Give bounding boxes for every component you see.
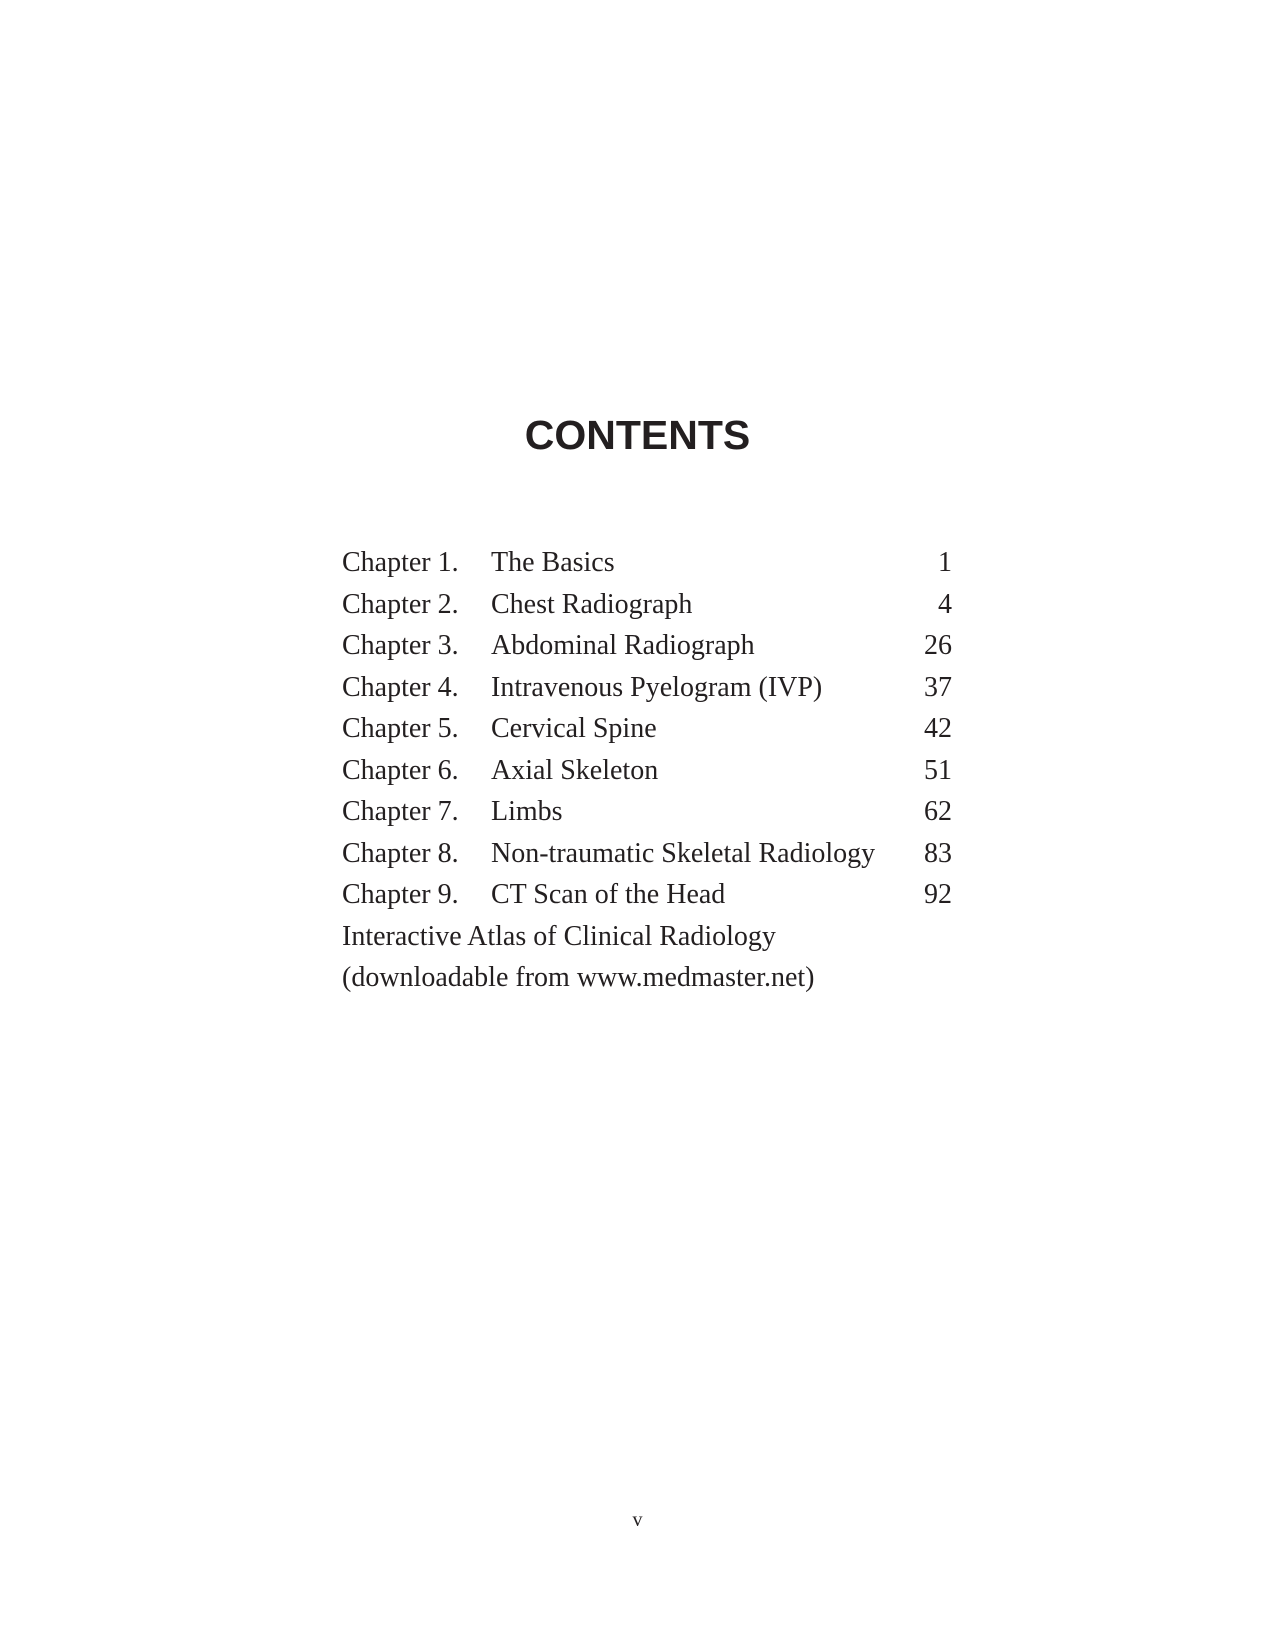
toc-page-number: 37 (924, 671, 952, 703)
toc-page-number: 83 (924, 837, 952, 869)
toc-chapter-label: Chapter 5. (342, 713, 459, 744)
toc-chapter-title: The Basics (491, 547, 615, 578)
toc-page-number: 4 (938, 588, 952, 620)
toc-chapter-title: CT Scan of the Head (491, 879, 726, 910)
toc-chapter-title: Abdominal Radiograph (491, 630, 755, 661)
toc-chapter-label: Chapter 2. (342, 588, 459, 620)
toc-entry-chapter-3 (342, 625, 952, 667)
toc-entry-chapter-5 (342, 708, 952, 750)
toc-entry-chapter-8 (342, 833, 952, 875)
toc-chapter-label: Chapter 1. (342, 547, 459, 578)
toc-page-number: 51 (924, 754, 952, 786)
page-title: CONTENTS (524, 412, 751, 458)
toc-page-number: 62 (924, 796, 952, 827)
toc-entry-chapter-6 (342, 750, 952, 792)
toc-page-number: 92 (924, 879, 952, 910)
toc-entry-chapter-7 (342, 791, 952, 833)
toc-chapter-title: Intravenous Pyelogram (IVP) (491, 671, 823, 703)
toc-page-number: 26 (924, 630, 952, 661)
toc-chapter-label: Chapter 8. (342, 837, 459, 869)
toc-chapter-label: Chapter 6. (342, 754, 459, 786)
toc-chapter-title: Cervical Spine (491, 713, 657, 744)
toc-page-number: 42 (924, 713, 952, 744)
table-of-contents (342, 542, 952, 999)
toc-chapter-label: Chapter 4. (342, 671, 459, 703)
toc-chapter-title: Chest Radiograph (491, 588, 693, 620)
toc-chapter-title: Axial Skeleton (491, 754, 659, 786)
toc-chapter-label: Chapter 9. (342, 879, 459, 910)
toc-entry-chapter-1 (342, 542, 952, 584)
toc-atlas-note: Interactive Atlas of Clinical Radiology (342, 920, 776, 952)
toc-chapter-title: Non-traumatic Skeletal Radiology (491, 837, 876, 869)
toc-chapter-label: Chapter 3. (342, 630, 459, 661)
page-number: v (632, 1509, 643, 1531)
toc-download-note: (downloadable from www.medmaster.net) (342, 962, 815, 993)
toc-entry-chapter-2 (342, 584, 952, 626)
toc-entry-chapter-4 (342, 667, 952, 709)
toc-entry-chapter-9 (342, 874, 952, 916)
toc-chapter-title: Limbs (491, 796, 563, 827)
toc-page-number: 1 (938, 547, 952, 578)
toc-chapter-label: Chapter 7. (342, 796, 459, 827)
